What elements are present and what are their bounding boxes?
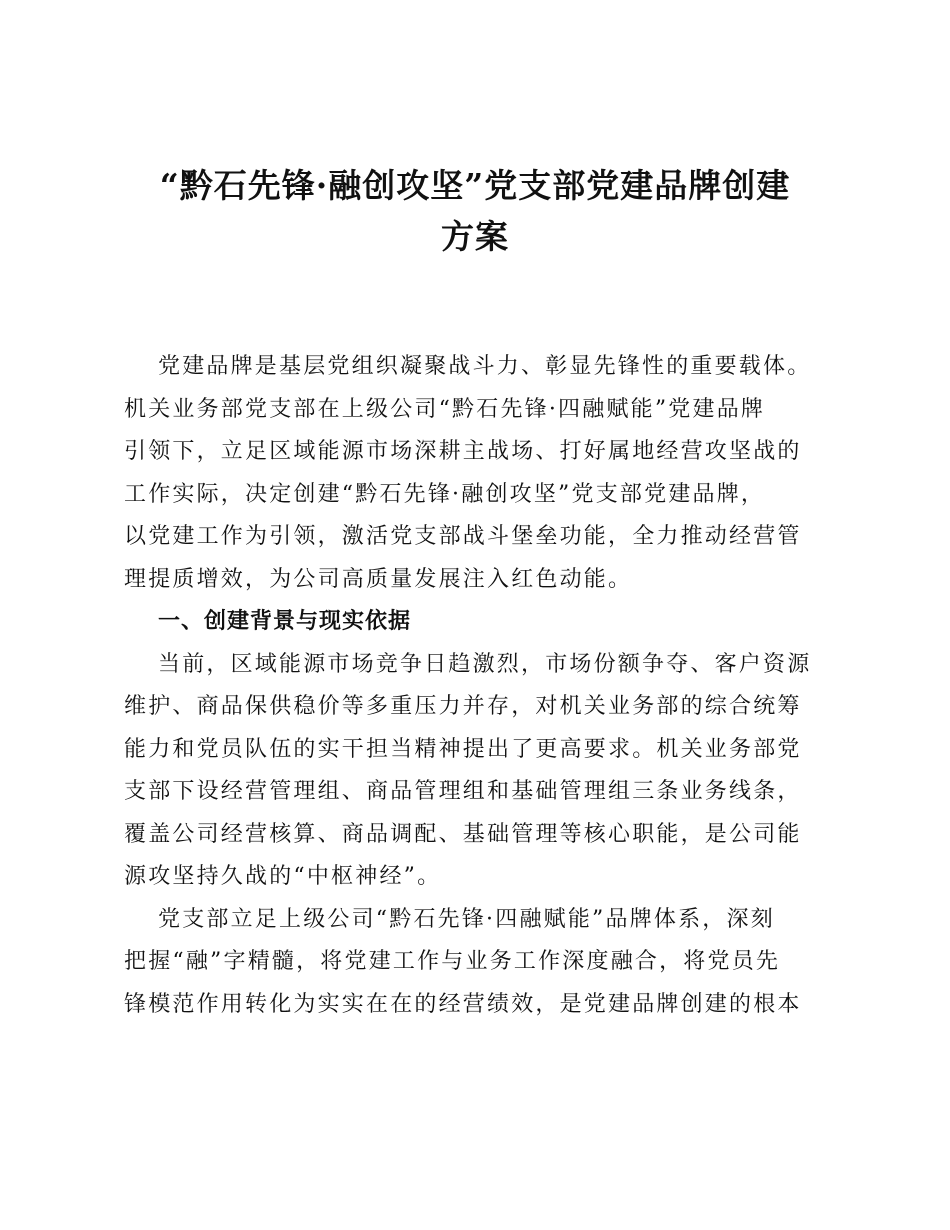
document-body	[124, 346, 826, 1026]
text-line: 当前，区域能源市场竞争日趋激烈，市场份额争夺、客户资源	[158, 651, 812, 677]
text-line: 维护、商品保供稳价等多重压力并存，对机关业务部的综合统筹	[124, 694, 802, 719]
text-line: 理提质增效，为公司高质量发展注入红色动能。	[124, 566, 633, 592]
text-line: 党支部立足上级公司“黔石先锋·四融赋能”品牌体系，深刻	[158, 906, 775, 932]
text-line: 把握“融”字精髓，将党建工作与业务工作深度融合，将党员先	[124, 949, 781, 974]
section-heading: 一、创建背景与现实依据	[158, 609, 412, 634]
document-title	[0, 160, 950, 262]
text-line: 引领下，立足区域能源市场深耕主战场、打好属地经营攻坚战的	[124, 439, 802, 464]
text-line: 支部下设经营管理组、商品管理组和基础管理组三条业务线条，	[124, 779, 802, 804]
section-paragraph	[124, 899, 826, 1027]
text-line: 能力和党员队伍的实干担当精神提出了更高要求。机关业务部党	[124, 736, 802, 762]
title-line-1: “黔石先锋·融创攻坚”党支部党建品牌创建	[159, 166, 791, 205]
text-line: 覆盖公司经营核算、商品调配、基础管理等核心职能，是公司能	[124, 821, 802, 847]
text-line: 锋模范作用转化为实实在在的经营绩效，是党建品牌创建的根本	[124, 991, 802, 1017]
section-paragraph	[124, 644, 826, 899]
intro-paragraph	[124, 346, 826, 601]
title-line-2: 方案	[441, 217, 509, 256]
text-line: 党建品牌是基层党组织凝聚战斗力、彰显先锋性的重要载体。	[158, 354, 812, 379]
text-line: 源攻坚持久战的“中枢神经”。	[124, 864, 442, 889]
text-line: 机关业务部党支部在上级公司“黔石先锋·四融赋能”党建品牌	[124, 396, 766, 422]
text-line: 以党建工作为引领，激活党支部战斗堡垒功能，全力推动经营管	[124, 524, 802, 549]
text-line: 工作实际，决定创建“黔石先锋·融创攻坚”党支部党建品牌，	[124, 481, 766, 507]
